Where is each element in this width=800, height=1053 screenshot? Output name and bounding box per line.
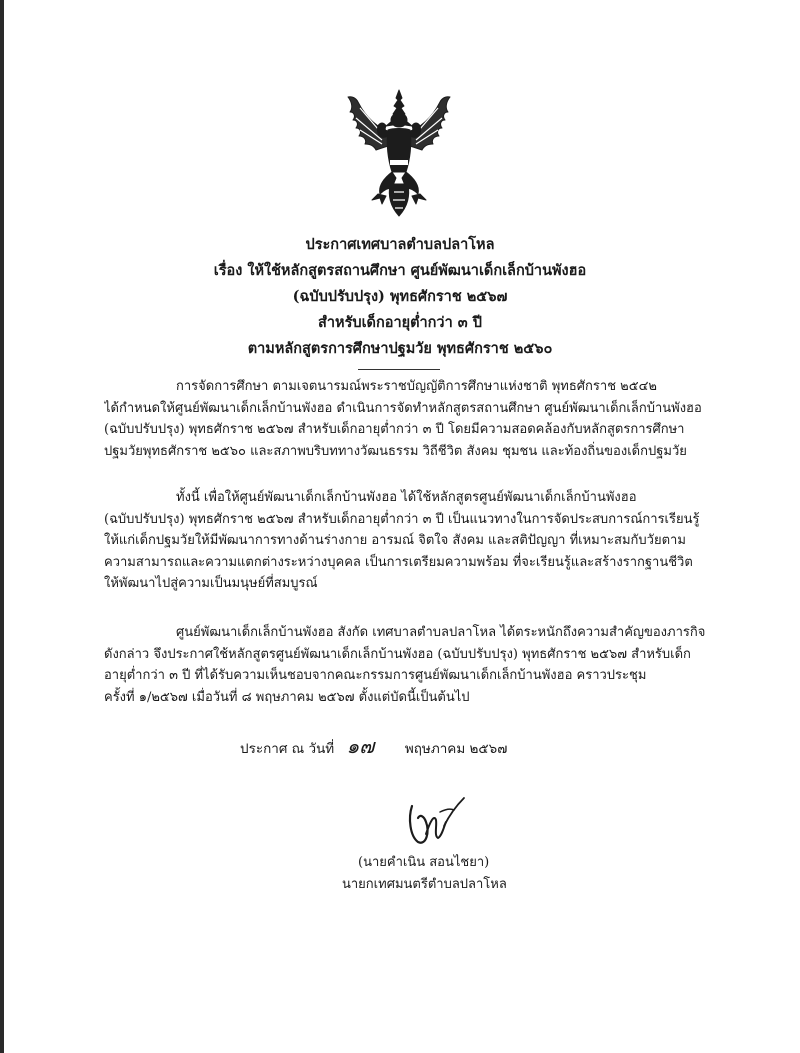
paragraph-line: (ฉบับปรับปรุง) พุทธศักราช ๒๕๖๗ สำหรับเด็กอายุต่ำกว่า ๓ ปี เป็นแนวทางในการจัดประสบการณ์การเรียนรู้ (104, 511, 700, 527)
date-day: ๑๗ (346, 734, 375, 758)
body-paragraph-1 (104, 376, 708, 462)
signer-name: (นายคำเนิน สอนไชยา) (358, 855, 490, 870)
paragraph-line: ให้พัฒนาไปสู่ความเป็นมนุษย์ที่สมบูรณ์ (104, 576, 318, 592)
title-line: เรื่อง ให้ใช้หลักสูตรสถานศึกษา ศูนย์พัฒนาเด็กเล็กบ้านพังฮอ (213, 262, 587, 279)
title-line: (ฉบับปรับปรุง) พุทธศักราช ๒๕๖๗ (292, 288, 508, 305)
garuda-emblem-icon (340, 88, 458, 220)
date-month-year: พฤษภาคม ๒๕๖๗ (404, 741, 508, 757)
announcement-title (150, 232, 650, 362)
paragraph-line: ศูนย์พัฒนาเด็กเล็กบ้านพังฮอ สังกัด เทศบาลตำบลปลาโหล ได้ตระหนักถึงความสำคัญของภารกิจ (176, 625, 706, 640)
body-paragraph-2 (104, 487, 708, 595)
paragraph-line: ปฐมวัยพุทธศักราช ๒๕๖๐ และสภาพบริบททางวัฒนธรรม วิถีชีวิต สังคม ชุมชน และท้องถิ่นของเด็กปฐมวัย (104, 443, 687, 459)
signer-title: นายกเทศมนตรีตำบลปลาโหล (342, 877, 507, 892)
body-paragraph-3 (104, 622, 708, 708)
paragraph-line: ความสามารถและความแตกต่างระหว่างบุคคล เป็นการเตรียมความพร้อม ที่จะเรียนรู้และสร้างรากฐานชีวิต (104, 554, 693, 570)
handwritten-signature-icon (400, 792, 470, 852)
announcement-date (240, 735, 507, 760)
paragraph-line: ครั้งที่ ๑/๒๕๖๗ เมื่อวันที่ ๘ พฤษภาคม ๒๕๖๗ ตั้งแต่บัดนี้เป็นต้นไป (104, 689, 470, 705)
title-line: ตามหลักสูตรการศึกษาปฐมวัย พุทธศักราช ๒๕๖๐ (247, 340, 553, 357)
date-prefix: ประกาศ ณ วันที่ (240, 741, 335, 757)
title-line: สำหรับเด็กอายุต่ำกว่า ๓ ปี (318, 314, 482, 331)
paragraph-line: การจัดการศึกษา ตามเจตนารมณ์พระราชบัญญัติการศึกษาแห่งชาติ พุทธศักราช ๒๕๔๒ (176, 379, 657, 394)
title-line: ประกาศเทศบาลตำบลปลาโหล (305, 236, 495, 253)
paragraph-line: อายุต่ำกว่า ๓ ปี ที่ได้รับความเห็นชอบจากคณะกรรมการศูนย์พัฒนาเด็กเล็กบ้านพังฮอ คราวประชุม (104, 668, 647, 684)
scan-edge (0, 0, 4, 1053)
paragraph-line: ให้แก่เด็กปฐมวัยให้มีพัฒนาการทางด้านร่างกาย อารมณ์ จิตใจ สังคม และสติปัญญา ที่เหมาะสมกับวัยตาม (104, 533, 686, 549)
title-divider (358, 369, 440, 370)
paragraph-line: ดังกล่าว จึงประกาศใช้หลักสูตรศูนย์พัฒนาเด็กเล็กบ้านพังฮอ (ฉบับปรับปรุง) พุทธศักราช ๒๕๖๗ สำหรับเด็ก (104, 646, 691, 662)
paragraph-line: (ฉบับปรับปรุง) พุทธศักราช ๒๕๖๗ สำหรับเด็กอายุต่ำกว่า ๓ ปี โดยมีความสอดคล้องกับหลักสูตรการศึกษา (104, 422, 685, 438)
paragraph-line: ทั้งนี้ เพื่อให้ศูนย์พัฒนาเด็กเล็กบ้านพังฮอ ได้ใช้หลักสูตรศูนย์พัฒนาเด็กเล็กบ้านพังฮอ (176, 490, 637, 505)
paragraph-line: ได้กำหนดให้ศูนย์พัฒนาเด็กเล็กบ้านพังฮอ ดำเนินการจัดทำหลักสูตรสถานศึกษา ศูนย์พัฒนาเด็กเล็กบ้านพังฮอ (104, 400, 702, 416)
